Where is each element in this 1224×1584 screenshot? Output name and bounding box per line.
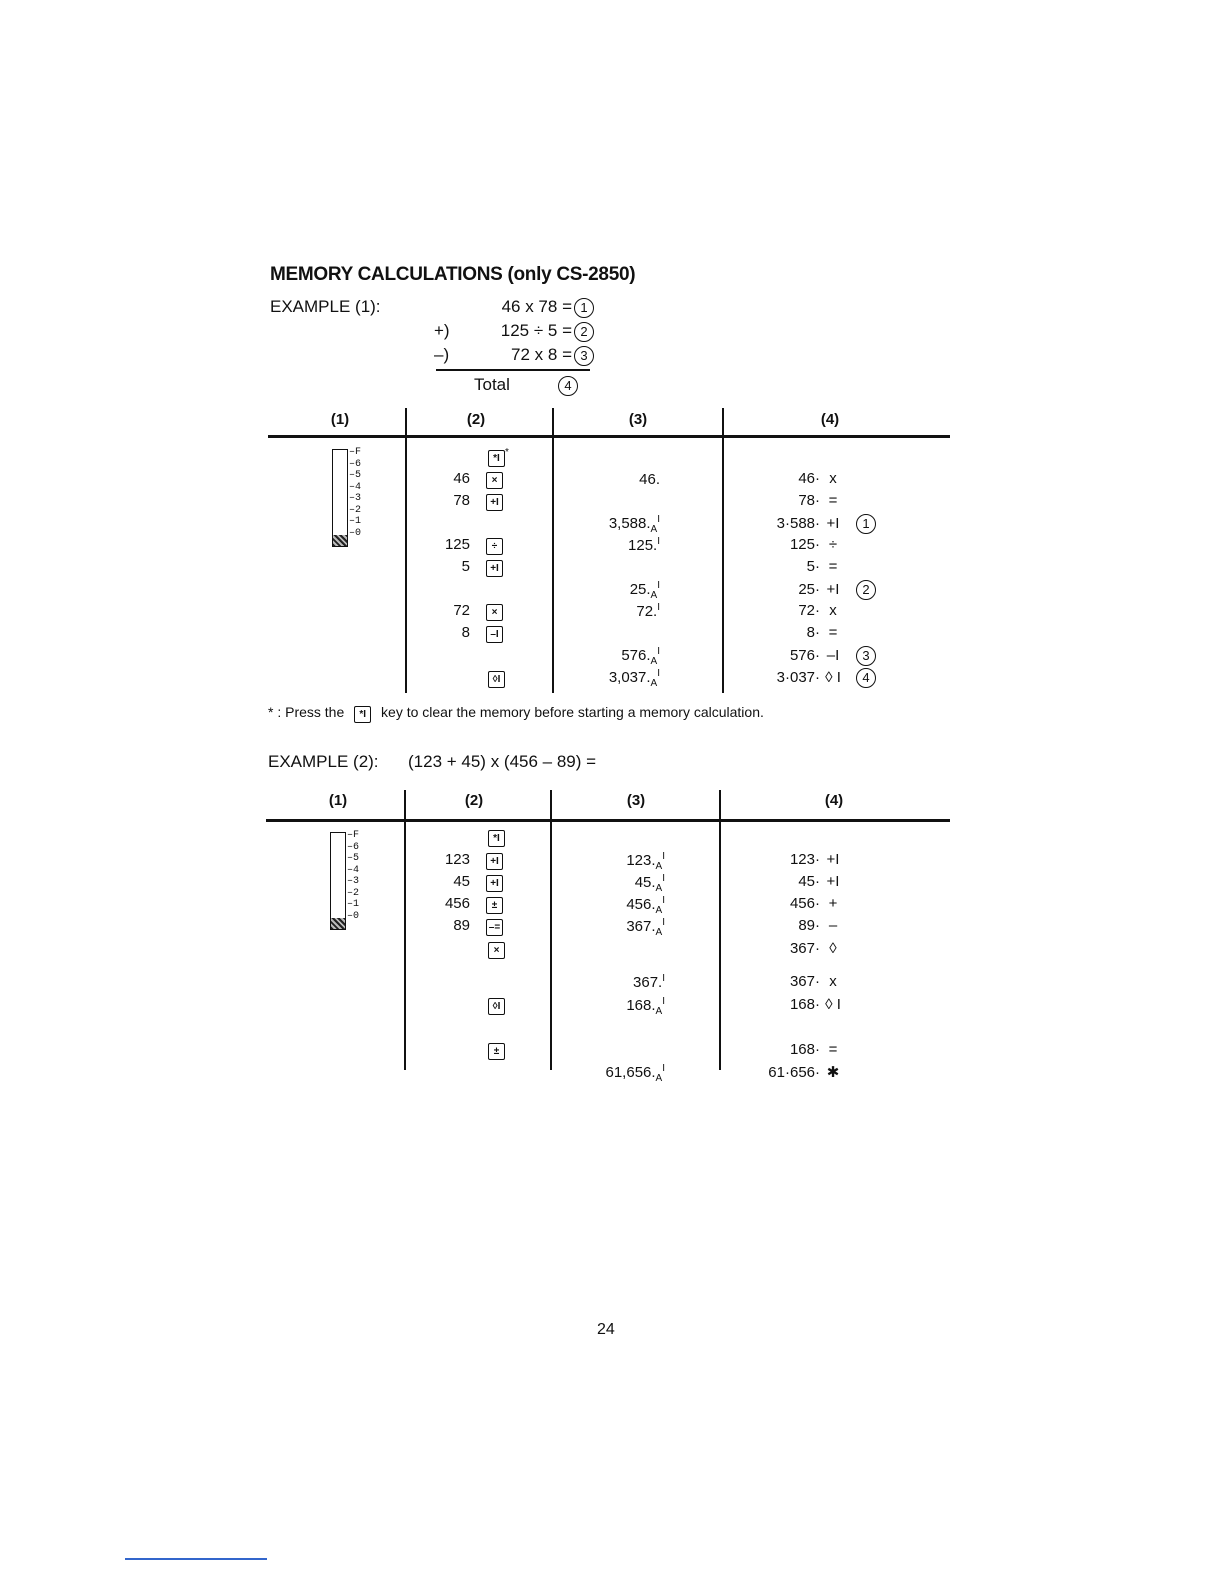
gauge-label: –1 (349, 516, 362, 527)
line-expr: 72 x 8 = (511, 345, 572, 364)
display-value: $456._A^I$ (626, 895, 665, 916)
multiply-key: × (486, 472, 503, 489)
line-op: –) (434, 345, 450, 364)
total-label: Total (474, 375, 510, 394)
table-2-divider (719, 790, 721, 1070)
tape-line: 3·588· +I 1 (760, 514, 876, 534)
example-1-line-1 (434, 297, 594, 318)
gauge-label: –2 (347, 887, 360, 899)
key-row: 45 +I (410, 873, 503, 892)
display-value: $25._A^I$ (629, 580, 660, 601)
multiply-key: × (486, 604, 503, 621)
table-2-header-rule (266, 819, 950, 822)
display-value: $576._A^I$ (621, 646, 660, 667)
memory-plus-key: +I (486, 494, 503, 511)
tape-line: 367· ◊ (789, 940, 837, 957)
tape-line: 367· x (789, 973, 837, 990)
memory-recall-key: ◊I (488, 998, 505, 1015)
memory-minus-key: –I (486, 626, 503, 643)
divide-key: ÷ (486, 538, 503, 555)
header-col-4: (4) (820, 411, 840, 428)
key-row: 8 –I (410, 624, 503, 643)
key-row: 5 +I (410, 558, 503, 577)
line-expr: 46 x 78 = (501, 297, 572, 316)
header-col-2: (2) (464, 792, 484, 809)
key-row (488, 940, 505, 959)
circled-ref: 4 (856, 668, 876, 688)
tape-line: 89· – (798, 917, 838, 934)
display-value: $367._A^I$ (626, 917, 665, 938)
example-2-expression: (123 + 45) x (456 – 89) = (408, 752, 597, 771)
tape-line: 576· –I 3 (760, 646, 876, 666)
display-value: $3,588._A^I$ (608, 514, 660, 535)
tape-line: 72· x (798, 602, 837, 619)
tape-line: 25· +I 2 (760, 580, 876, 600)
display-value: 367.$^I$ (633, 973, 665, 991)
decimal-selector-gauge (330, 832, 346, 930)
key-row (488, 996, 505, 1015)
plus-equals-key: ± (488, 1043, 505, 1060)
display-value: 125.$^I$ (628, 536, 660, 554)
key-row: 456 ± (410, 895, 503, 914)
gauge-fill (331, 918, 345, 929)
header-col-3: (3) (626, 792, 646, 809)
display-value: $123._A^I$ (626, 851, 665, 872)
tape-line: 5· = (806, 558, 838, 575)
gauge-label: –3 (347, 876, 360, 887)
sum-rule (436, 369, 590, 371)
bottom-rule (125, 1558, 267, 1560)
key-row: 89 –= (410, 917, 503, 936)
gauge-label: –2 (349, 504, 362, 516)
memory-plus-key: +I (486, 853, 503, 870)
memory-clear-key: *I (488, 450, 505, 467)
multiply-key: × (488, 942, 505, 959)
key-row (488, 669, 505, 688)
gauge-labels (347, 830, 359, 922)
page-title: MEMORY CALCULATIONS (only CS-2850) (270, 264, 636, 285)
tape-line: 61·656· ✱ (768, 1064, 840, 1081)
gauge-label: –F (347, 830, 360, 841)
gauge-label: –6 (349, 458, 362, 470)
gauge-label: –F (349, 447, 362, 458)
key-row: 46 × (410, 470, 503, 489)
circled-ref: 1 (856, 514, 876, 534)
tape-line: 8· = (806, 624, 838, 641)
line-op: +) (434, 321, 450, 340)
display-value: $61,656._A^I$ (605, 1063, 665, 1084)
key-row: *I* (488, 447, 509, 467)
minus-equals-key: –= (486, 919, 503, 936)
decimal-selector-gauge (332, 449, 348, 547)
key-row: 72 × (410, 602, 503, 621)
gauge-label: –1 (347, 899, 360, 910)
example-1-line-2 (434, 321, 594, 342)
tape-line: 456· + (789, 895, 838, 912)
table-2-divider (404, 790, 406, 1070)
header-col-4: (4) (824, 792, 844, 809)
memory-plus-key: +I (486, 560, 503, 577)
gauge-label: –3 (349, 493, 362, 504)
display-value: 46. (639, 471, 660, 488)
key-row: 123 +I (410, 851, 503, 870)
gauge-fill (333, 535, 347, 546)
key-row: 78 +I (410, 492, 503, 511)
key-row: 125 ÷ (410, 536, 503, 555)
example-1-label: EXAMPLE (1): (270, 297, 381, 316)
circled-ref: 2 (856, 580, 876, 600)
tape-line: 78· = (798, 492, 838, 509)
header-col-1: (1) (328, 792, 348, 809)
tape-line: 3·037· ◊ I 4 (760, 668, 876, 688)
tape-line: 45· +I (798, 873, 840, 890)
gauge-label: –5 (349, 470, 362, 481)
display-value: 72.$^I$ (636, 602, 660, 620)
circled-ref: 2 (574, 322, 594, 342)
header-col-1: (1) (330, 411, 350, 428)
gauge-label: –5 (347, 853, 360, 864)
memory-recall-key: ◊I (488, 671, 505, 688)
circled-ref: 3 (856, 646, 876, 666)
table-1-divider (722, 408, 724, 693)
gauge-labels (349, 447, 361, 539)
circled-ref: 4 (558, 376, 578, 396)
tape-line: 168· ◊ I (789, 996, 841, 1013)
gauge-label: –0 (347, 910, 360, 922)
tape-line: 123· +I (789, 851, 840, 868)
header-col-2: (2) (466, 411, 486, 428)
circled-ref: 1 (574, 298, 594, 318)
display-value: $168._A^I$ (626, 996, 665, 1017)
key-row (488, 828, 505, 847)
display-value: $45._A^I$ (634, 873, 665, 894)
circled-ref: 3 (574, 346, 594, 366)
table-1-divider (405, 408, 407, 693)
tape-line: 125· ÷ (789, 536, 838, 553)
header-col-3: (3) (628, 411, 648, 428)
page-number: 24 (597, 1321, 615, 1338)
gauge-label: –4 (347, 864, 360, 876)
key-row (488, 1041, 505, 1060)
plus-equals-key: ± (486, 897, 503, 914)
gauge-label: –6 (347, 841, 360, 853)
memory-clear-key: *I (488, 830, 505, 847)
table-1-header-rule (268, 435, 950, 438)
gauge-label: –0 (349, 527, 362, 539)
memory-clear-key: *I (354, 706, 371, 723)
footnote: * : Press the *I key to clear the memory before starting a memory calculation. (268, 704, 764, 723)
display-value: $3,037._A^I$ (608, 668, 660, 689)
tape-line: 46· x (798, 470, 837, 487)
gauge-label: –4 (349, 481, 362, 493)
example-2-label: EXAMPLE (2): (268, 752, 379, 771)
line-expr: 125 ÷ 5 = (500, 321, 572, 340)
memory-plus-key: +I (486, 875, 503, 892)
example-1-line-3 (434, 345, 594, 366)
tape-line: 168· = (789, 1041, 838, 1058)
total-ref (556, 375, 578, 396)
